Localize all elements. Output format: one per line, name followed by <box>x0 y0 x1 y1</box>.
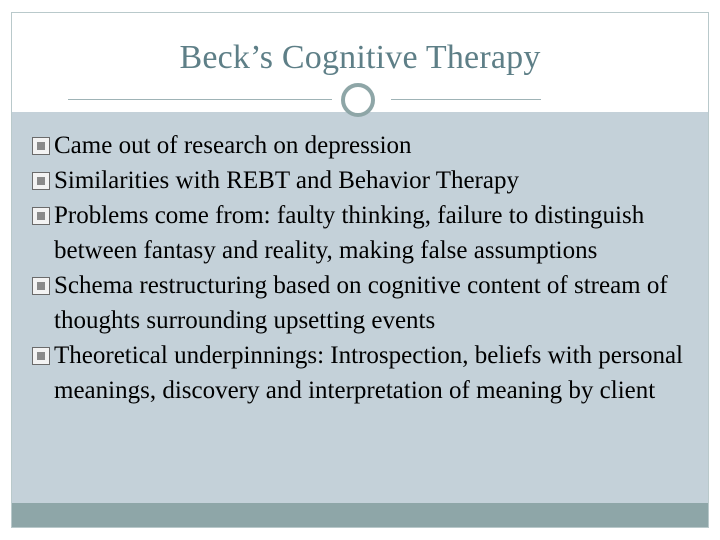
bullet-list <box>22 128 702 408</box>
footer-bar <box>12 503 708 527</box>
bullet-item <box>22 198 702 268</box>
bullet-text: Similarities with REBT and Behavior Therapy <box>54 167 519 194</box>
bullet-item <box>22 338 702 408</box>
unknown-glyph-icon <box>32 207 50 225</box>
bullet-text: Problems come from: faulty thinking, failure to distinguish between fantasy and reality, making false assumptions <box>54 202 645 264</box>
bullet-item <box>22 128 702 163</box>
bullet-text: Schema restructuring based on cognitive content of stream of thoughts surrounding upsetting events <box>54 272 668 334</box>
bullet-text: Came out of research on depression <box>54 132 412 159</box>
bullet-item <box>22 163 702 198</box>
bullet-text: Theoretical underpinnings: Introspection, beliefs with personal meanings, discovery and interpretation of meaning by client <box>54 342 683 404</box>
title-area <box>12 13 708 99</box>
title-rule-right <box>391 99 541 100</box>
slide-title: Beck’s Cognitive Therapy <box>179 39 541 76</box>
unknown-glyph-icon <box>32 172 50 190</box>
unknown-glyph-icon <box>32 137 50 155</box>
unknown-glyph-icon <box>32 277 50 295</box>
circle-ornament-icon <box>341 83 375 117</box>
title-rule-left <box>68 99 332 100</box>
bullet-item <box>22 268 702 338</box>
unknown-glyph-icon <box>32 347 50 365</box>
slide-frame <box>11 12 709 528</box>
